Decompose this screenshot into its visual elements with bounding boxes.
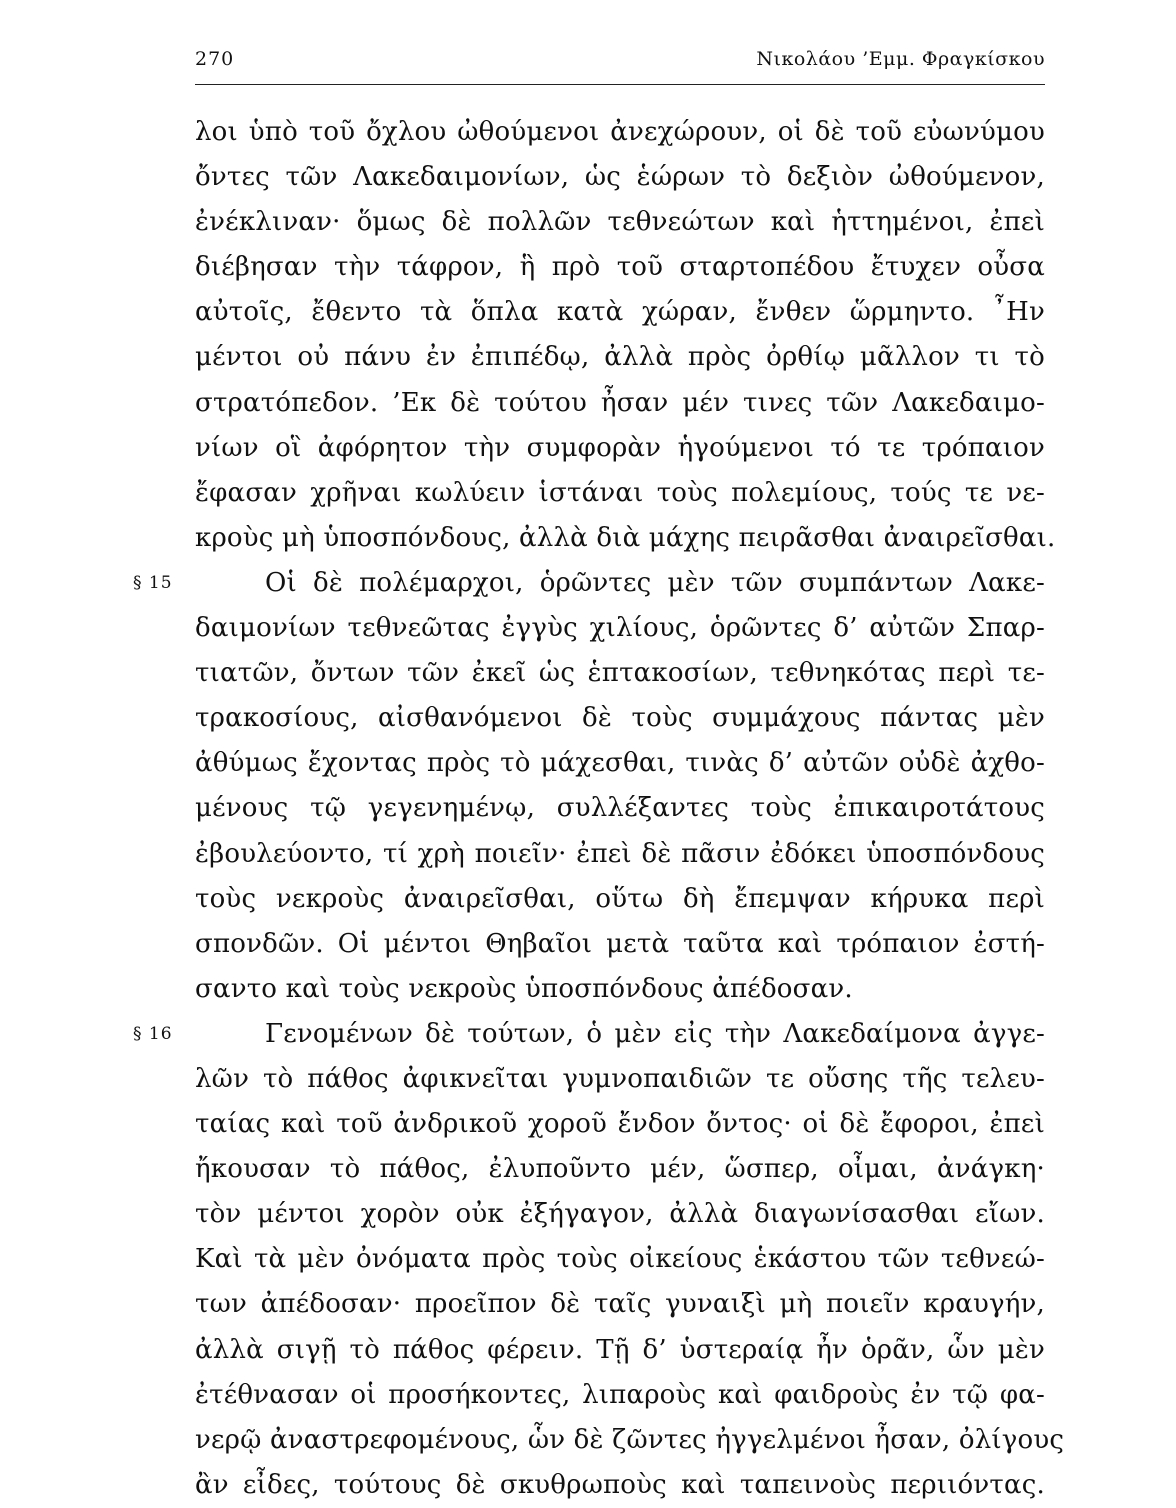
text-line: δαιμονίων τεθνεῶτας ἐγγὺς χιλίους, ὁρῶντες δ’ αὐτῶν Σπαρ- xyxy=(195,613,1045,644)
text-line: τὸν μέντοι χορὸν οὐκ ἐξήγαγον, ἀλλὰ διαγωνίσασθαι εἴων. xyxy=(195,1199,1045,1230)
section-marker: § 16 xyxy=(133,1023,173,1044)
text-line: νίων οἳ ἀφόρητον τὴν συμφορὰν ἡγούμενοι τό τε τρόπαιον xyxy=(195,432,1045,463)
text-line: τοὺς νεκροὺς ἀναιρεῖσθαι, οὕτω δὴ ἔπεμψαν κήρυκα περὶ xyxy=(195,883,1045,914)
text-line: Καὶ τὰ μὲν ὀνόματα πρὸς τοὺς οἰκείους ἑκάστου τῶν τεθνεώ- xyxy=(195,1244,1045,1275)
text-line: ἀθύμως ἔχοντας πρὸς τὸ μάχεσθαι, τινὰς δ’ αὐτῶν οὐδὲ ἀχθο- xyxy=(195,748,1045,779)
text-line: νερῷ ἀναστρεφομένους, ὧν δὲ ζῶντες ἠγγελμένοι ἦσαν, ὀλίγους xyxy=(195,1424,1065,1455)
text-line: τρακοσίους, αἰσθανόμενοι δὲ τοὺς συμμάχους πάντας μὲν xyxy=(195,703,1045,734)
text-line: στρατόπεδον. ’Εκ δὲ τούτου ἦσαν μέν τινες τῶν Λακεδαιμο- xyxy=(195,387,1045,418)
text-line: λοι ὑπὸ τοῦ ὄχλου ὠθούμενοι ἀνεχώρουν, οἱ δὲ τοῦ εὐωνύμου xyxy=(195,117,1045,147)
text-line-content: Γενομένων δὲ τούτων, ὁ μὲν εἰς τὴν Λακεδαίμονα ἀγγε- xyxy=(265,1018,1045,1049)
text-line: ἐτέθνασαν οἱ προσήκοντες, λιπαροὺς καὶ φαιδροὺς ἐν τῷ φα- xyxy=(195,1379,1045,1410)
text-line: ἂν εἶδες, τούτους δὲ σκυθρωποὺς καὶ ταπεινοὺς περιιόντας. xyxy=(195,1469,1045,1500)
text-line: ὄντες τῶν Λακεδαιμονίων, ὡς ἑώρων τὸ δεξιὸν ὠθούμενον, xyxy=(195,162,1045,193)
text-line: ἔφασαν χρῆναι κωλύειν ἱστάναι τοὺς πολεμίους, τούς τε νε- xyxy=(195,477,1045,508)
page-number: 270 xyxy=(195,48,235,70)
body-text xyxy=(133,110,1065,1508)
text-line: διέβησαν τὴν τάφρον, ἣ πρὸ τοῦ σταρτοπέδου ἔτυχεν οὖσα xyxy=(195,252,1045,283)
running-title: Νικολάου ’Εμμ. Φραγκίσκου xyxy=(756,48,1045,70)
text-line: ἐνέκλιναν· ὅμως δὲ πολλῶν τεθνεώτων καὶ ἡττημένοι, ἐπεὶ xyxy=(195,207,1045,238)
text-line: μένους τῷ γεγενημένῳ, συλλέξαντες τοὺς ἐπικαιροτάτους xyxy=(195,793,1045,824)
text-line: αὐτοῖς, ἔθεντο τὰ ὅπλα κατὰ χώραν, ἔνθεν ὥρμηντο. ῏Ην xyxy=(195,297,1045,328)
text-line: μέντοι οὐ πάνυ ἐν ἐπιπέδῳ, ἀλλὰ πρὸς ὀρθίῳ μᾶλλον τι τὸ xyxy=(195,342,1045,373)
text-line: ἐβουλεύοντο, τί χρὴ ποιεῖν· ἐπεὶ δὲ πᾶσιν ἐδόκει ὑποσπόνδους xyxy=(195,838,1045,869)
paragraph-first-line xyxy=(133,1012,1045,1057)
text-line: τιατῶν, ὄντων τῶν ἐκεῖ ὡς ἑπτακοσίων, τεθνηκότας περὶ τε- xyxy=(195,658,1045,689)
section-marker: § 15 xyxy=(133,572,173,593)
text-line: των ἀπέδοσαν· προεῖπον δὲ ταῖς γυναιξὶ μὴ ποιεῖν κραυγήν, xyxy=(195,1289,1045,1320)
text-line: ἤκουσαν τὸ πάθος, ἐλυποῦντο μέν, ὥσπερ, οἶμαι, ἀνάγκη· xyxy=(195,1154,1045,1185)
text-line: ἀλλὰ σιγῇ τὸ πάθος φέρειν. Τῇ δ’ ὑστεραίᾳ ἦν ὁρᾶν, ὧν μὲν xyxy=(195,1334,1045,1365)
text-line-content: Οἱ δὲ πολέμαρχοι, ὁρῶντες μὲν τῶν συμπάντων Λακε- xyxy=(265,567,1045,598)
text-line: λῶν τὸ πάθος ἀφικνεῖται γυμνοπαιδιῶν τε οὔσης τῆς τελευ- xyxy=(195,1063,1045,1094)
text-line: σαντο καὶ τοὺς νεκροὺς ὑποσπόνδους ἀπέδοσαν. xyxy=(195,973,853,1004)
page-header xyxy=(195,48,1045,76)
text-line: σπονδῶν. Οἱ μέντοι Θηβαῖοι μετὰ ταῦτα καὶ τρόπαιον ἐστή- xyxy=(195,928,1045,959)
text-line: κροὺς μὴ ὑποσπόνδους, ἀλλὰ διὰ μάχης πειρᾶσθαι ἀναιρεῖσθαι. xyxy=(195,522,1056,553)
header-rule xyxy=(195,84,1045,85)
paragraph-first-line xyxy=(133,561,1045,606)
text-line: ταίας καὶ τοῦ ἀνδρικοῦ χοροῦ ἔνδον ὄντος· οἱ δὲ ἔφοροι, ἐπεὶ xyxy=(195,1109,1045,1140)
